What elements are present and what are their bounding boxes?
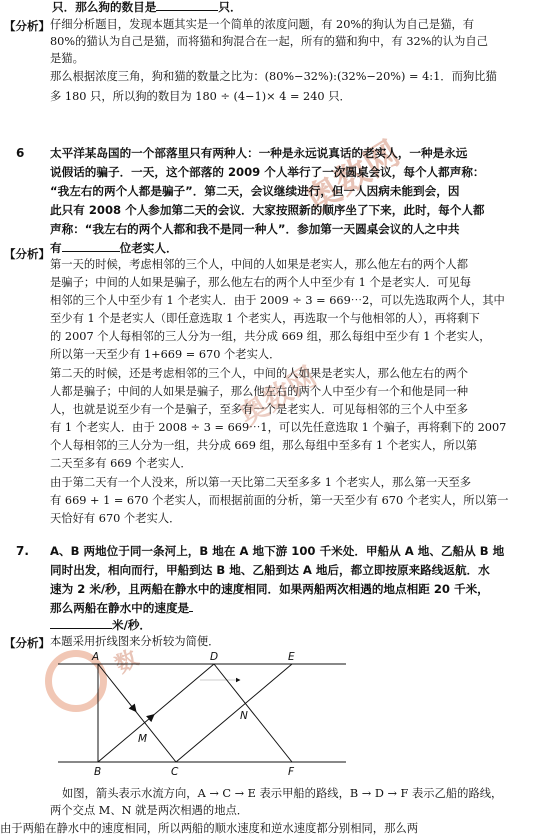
question-line: “我左右的两个人都是骗子”．第二天，会议继续进行，但一人因病未能到会，因	[50, 184, 460, 198]
caption-line: 两个交点 M、N 就是两次相遇的地点．	[50, 804, 249, 817]
label-C: C	[171, 766, 179, 778]
question-line: 速为 2 米/秒，且两船在静水中的速度相同．如果两船两次相遇的地点相距 20 千米，	[50, 582, 489, 596]
question-line: 声称：“我左右的两个人都和我不是同一种人”．参加第一天圆桌会议的人之中共	[50, 222, 460, 236]
line-DF	[214, 664, 292, 762]
question-number: 7.	[16, 544, 29, 558]
watermark: 数	[111, 645, 143, 679]
question-line: 同时出发，相向而行，甲船到达 B 地、乙船到达 A 地后，都立即按原来路线返航．水	[50, 563, 490, 577]
analysis-tag: 【分析】	[4, 19, 50, 33]
analysis-line: 人都是骗子；中间的人如果是骗子，那么他左右的两个人中至少有一个和他是同一种	[50, 385, 468, 398]
label-F: F	[288, 766, 295, 778]
label-A: A	[92, 651, 100, 663]
analysis-line: 由于两船在静水中的速度相同，所以两船的顺水速度和逆水速度都分别相同，那么两	[0, 822, 418, 835]
analysis-line: 天恰好有 670 个老实人．	[50, 512, 181, 525]
question-line: 此只有 2008 个人参加第二天的会议．大家按照新的顺序坐了下来，此时，每个人都	[50, 203, 485, 217]
analysis-line: 二天至多有 669 个老实人．	[50, 457, 192, 470]
watermark: 奥数网	[299, 133, 407, 222]
question-line: 有 位老实人．	[50, 241, 178, 255]
analysis-line: 是骗子；中间的人如果是骗子，那么他左右的两个人中至少有 1 个是老实人．可见每	[50, 276, 472, 289]
analysis-line: 至少有 1 个是老实人（即任意选取 1 个老实人，再选取一个与他相邻的人），再将剩下	[50, 312, 480, 325]
analysis-line: 第二天的时候，还是考虑相邻的三个人，中间的人如果是老实人，那么他左右的两个	[50, 367, 468, 380]
analysis-line: 多 180 只，所以狗的数目为 180 ÷ (4−1)× 4 = 240 只．	[50, 90, 351, 103]
analysis-line: 那么根据浓度三角，狗和猫的数量之比为：(80%−32%):(32%−20%) = 4:1．而狗比猫	[50, 70, 497, 83]
analysis-tag: 【分析】	[4, 247, 50, 261]
label-N: N	[240, 710, 248, 722]
analysis-line: 人，也就是说至少有一个是骗子，至多有一个是老实人．可见每相邻的三个人中至多	[50, 403, 468, 416]
analysis-line: 是猫。	[50, 52, 84, 65]
analysis-line: 个人每相邻的三人分为一组，共分成 669 组，那么每组中至多有 1 个老实人，所以第	[50, 439, 478, 452]
analysis-line: 相邻的三个人中至少有 1 个老实人．由于 2009 ÷ 3 = 669⋯2，可以先选取两个人，其中	[50, 294, 505, 307]
analysis-line: 所以第一天至少有 1+669 = 670 个老实人．	[50, 348, 281, 361]
label-B: B	[94, 766, 102, 778]
line-CE	[176, 664, 292, 762]
analysis-line: 仔细分析题目，发现本题其实是一个简单的浓度问题，有 20%的狗认为自己是猫，有	[50, 18, 475, 31]
label-E: E	[288, 651, 295, 663]
line-AC	[98, 664, 176, 762]
caption-line: 如图，箭头表示水流方向，A → C → E 表示甲船的路线，B → D → F 表示乙船的路线，	[62, 787, 503, 800]
question-number: 6	[16, 146, 25, 160]
analysis-line: 的 2007 个人每相邻的三人分为一组，共分成 669 组，那么每组中至少有 1 个老实人，	[50, 330, 491, 343]
analysis-tag: 【分析】	[4, 636, 50, 650]
analysis-line: 由于第二天有一个人没来，所以第一天比第二天至多多 1 个老实人，那么第一天至多	[50, 476, 472, 489]
question-line: 说假话的骗子．一天，这个部落的 2009 个人举行了一次圆桌会议，每个人都声称：	[50, 165, 485, 179]
analysis-line: 本题采用折线图来分析较为简便．	[50, 635, 220, 648]
question-line: A、B 两地位于同一条河上，B 地在 A 地下游 100 千米处．甲船从 A 地、乙船从 B 地	[50, 544, 505, 558]
analysis-line: 80%的猫认为自己是猫，而将猫和狗混合在一起，所有的猫和狗中，有 32%的认为自己	[50, 35, 488, 48]
line-BD	[98, 664, 214, 762]
analysis-line: 第一天的时候，考虑相邻的三个人，中间的人如果是老实人，那么他左右的两个人都	[50, 258, 468, 271]
analysis-line: 有 1 个老实人．由于 2008 ÷ 3 = 669⋯1，可以先任意选取 1 个骗子，再将剩下的 2007	[50, 421, 507, 434]
label-D: D	[210, 651, 219, 663]
label-M: M	[138, 733, 148, 745]
analysis-line: 有 669 + 1 = 670 个老实人，而根据前面的分析，第一天至少有 670 个老实人，所以第一	[50, 494, 509, 507]
arrow-BD	[150, 715, 154, 718]
question-line: 米/秒．	[50, 618, 151, 632]
prev-question-tail: 只．那么狗的数目是 只．	[52, 0, 242, 14]
question-line: 那么两船在静水中的速度是	[50, 601, 193, 615]
question-line: 太平洋某岛国的一个部落里只有两种人：一种是永远说真话的老实人，一种是永远	[50, 146, 468, 160]
watermark: 奥数网	[233, 360, 323, 433]
route-diagram	[50, 650, 350, 778]
